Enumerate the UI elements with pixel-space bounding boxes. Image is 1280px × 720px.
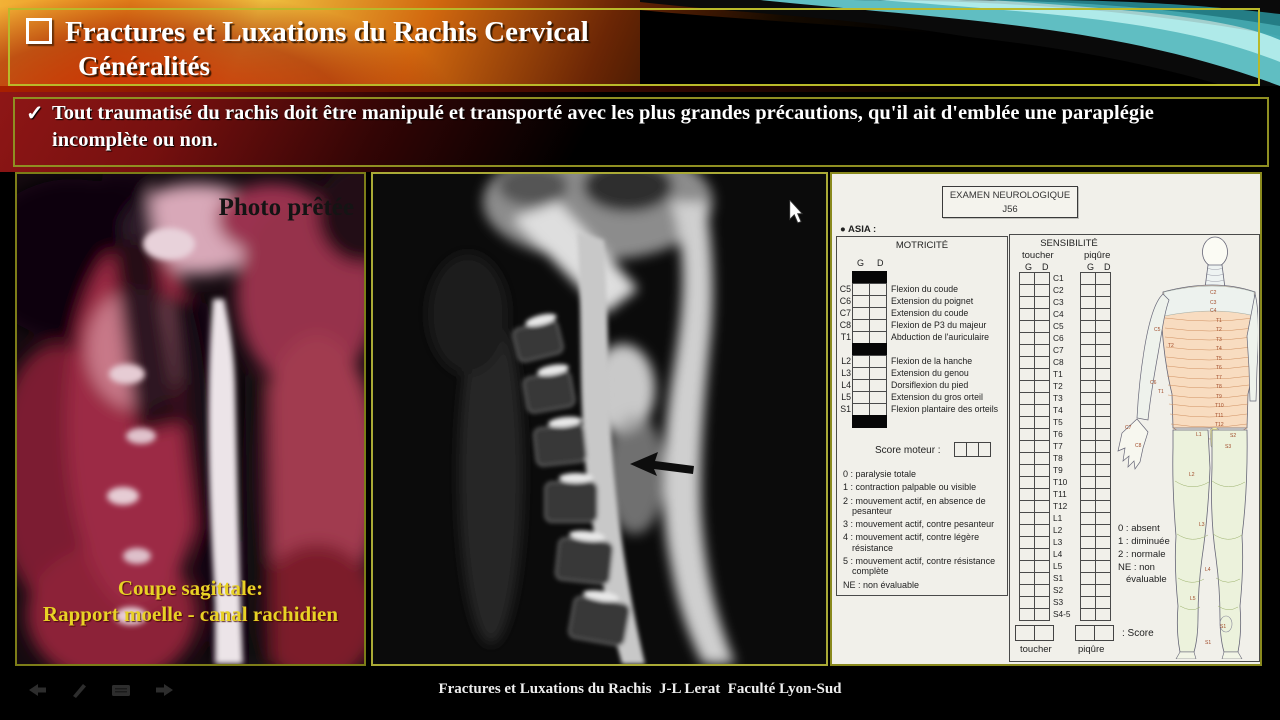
- motricity-level: C8: [839, 320, 851, 330]
- dermatome-label: C5: [1154, 327, 1161, 333]
- arrow-left-icon[interactable]: [25, 681, 49, 699]
- motricity-muscle: Flexion de la hanche: [891, 356, 973, 366]
- motricity-level: [837, 415, 851, 428]
- sensibility-level: S2: [1053, 585, 1064, 595]
- slide-header: [0, 0, 1280, 92]
- page-subtitle: Généralités: [78, 51, 210, 81]
- dermatome-label: S1: [1205, 640, 1212, 646]
- motricity-separator-row: [837, 415, 998, 428]
- touch-column-label: toucher: [1022, 250, 1054, 261]
- sensibility-level: T8: [1053, 453, 1063, 463]
- sensibility-level: S1: [1053, 573, 1064, 583]
- asia-label: ● ASIA :: [840, 224, 877, 235]
- title-box: [8, 8, 1260, 86]
- pinprick-score-boxes: [1076, 625, 1114, 641]
- key-message-bar: [0, 92, 1280, 172]
- pinprick-cell-d: [1095, 608, 1111, 621]
- sensibility-level: C8: [1053, 357, 1064, 367]
- dermatome-body-diagram: [1112, 236, 1258, 659]
- motricity-level: C5: [839, 284, 851, 294]
- dermatome-label: T12: [1215, 422, 1224, 428]
- sensibility-legend-item: 2 : normale: [1118, 549, 1166, 560]
- motricity-cell-g: [852, 415, 870, 428]
- dermatome-label: L2: [1189, 472, 1195, 478]
- photo-credit-overlay: Photo prêtée: [218, 194, 354, 221]
- sensibility-legend-item: 1 : diminuée: [1118, 536, 1170, 547]
- dermatome-label: T11: [1215, 413, 1224, 419]
- sensibility-level: L5: [1053, 561, 1063, 571]
- dermatome-label: T3: [1216, 337, 1222, 343]
- dermatome-label: T2: [1168, 343, 1174, 349]
- motricity-legend-item: 1 : contraction palpable ou visible: [843, 482, 977, 493]
- motricity-legend-item: 4 : mouvement actif, contre légère résistance: [843, 532, 980, 553]
- motricity-level: L2: [841, 356, 851, 366]
- sensibility-table: [1010, 273, 1111, 621]
- mouse-cursor-icon: [788, 200, 804, 224]
- sensibility-level: T9: [1053, 465, 1063, 475]
- dermatome-label: L5: [1190, 596, 1196, 602]
- sensibility-level: C6: [1053, 333, 1064, 343]
- touch-col-g: G: [1025, 262, 1033, 272]
- sensibility-level: L2: [1053, 525, 1063, 535]
- sensibility-section: [1009, 234, 1260, 662]
- motricity-muscle: Flexion de P3 du majeur: [891, 320, 987, 330]
- motricity-muscle: Abduction de l'auriculaire: [891, 332, 990, 342]
- motor-score-label: Score moteur :: [875, 445, 941, 456]
- motricity-col-g: G: [857, 258, 865, 268]
- slide-footer-credit: Fractures et Luxations du Rachis J-L Lerat Faculté Lyon-Sud: [438, 681, 842, 697]
- sensibility-level: L1: [1053, 513, 1063, 523]
- motricity-legend-item: 5 : mouvement actif, contre résistance complète: [843, 556, 996, 577]
- arrow-right-icon[interactable]: [153, 681, 177, 699]
- mri-panel: [371, 172, 828, 666]
- key-message-text: Tout traumatisé du rachis doit être manipulé et transporté avec les plus grandes précautions, qu'il ait d'emblée une paraplégie incomplète ou non.: [52, 102, 1154, 152]
- motricity-level: L5: [841, 392, 851, 402]
- motricity-section: [836, 236, 1008, 596]
- motricity-level: S1: [840, 404, 851, 414]
- sensibility-legend-item: 0 : absent: [1118, 523, 1160, 534]
- dermatome-label: C3: [1210, 300, 1217, 306]
- motricity-level: T1: [840, 332, 851, 342]
- sensibility-level: T2: [1053, 381, 1063, 391]
- page-title: Fractures et Luxations du Rachis Cervical: [65, 16, 589, 48]
- sensibility-level: S3: [1053, 597, 1064, 607]
- dermatome-label: S1: [1220, 624, 1227, 630]
- motricity-legend-item: 2 : mouvement actif, en absence de pesanteur: [843, 495, 986, 516]
- exam-day: J56: [1002, 204, 1018, 216]
- pinprick-col-d: D: [1104, 262, 1111, 272]
- motricity-muscle: Extension du coude: [891, 308, 969, 318]
- dermatome-label: L3: [1199, 522, 1205, 528]
- sensibility-level: T10: [1053, 477, 1068, 487]
- sensibility-level: T5: [1053, 417, 1063, 427]
- sensibility-level: L3: [1053, 537, 1063, 547]
- dermatome-label: T1: [1216, 318, 1222, 324]
- sensibility-level: T11: [1053, 489, 1067, 499]
- dermatome-label: T4: [1216, 346, 1222, 352]
- motricity-legend-item: 0 : paralysie totale: [843, 469, 917, 479]
- pinprick-score-cell: [1094, 625, 1114, 641]
- sensory-score-label: : Score: [1122, 628, 1154, 639]
- dermatome-label: C6: [1150, 380, 1157, 386]
- touch-score-cell: [1015, 625, 1035, 641]
- dermatome-label: T8: [1216, 384, 1222, 390]
- motricity-level: C7: [839, 308, 851, 318]
- sensibility-level: C7: [1053, 345, 1064, 355]
- sensibility-level: C1: [1053, 273, 1064, 283]
- checkmark-icon: ✓: [26, 101, 44, 125]
- touch-cell-g: [1019, 608, 1035, 621]
- anatomy-photo-panel: [15, 172, 366, 666]
- motricity-level: L4: [841, 380, 851, 390]
- motricity-level: L3: [841, 368, 851, 378]
- motricity-title: MOTRICITÉ: [895, 240, 949, 251]
- presenter-nav-toolbar: [25, 681, 177, 699]
- dermatome-label: L4: [1205, 567, 1211, 573]
- sensibility-level: T3: [1053, 393, 1063, 403]
- motricity-cell-d: [869, 415, 887, 428]
- dermatome-label: C8: [1135, 443, 1142, 449]
- touch-score-boxes: [1016, 625, 1054, 641]
- sensibility-title: SENSIBILITÉ: [1040, 238, 1098, 249]
- motor-score-cell: [978, 442, 991, 457]
- sensibility-level: C2: [1053, 285, 1064, 295]
- square-bullet-icon: [26, 18, 52, 44]
- exam-title: EXAMEN NEUROLOGIQUE: [949, 190, 1071, 201]
- motricity-muscle: Dorsiflexion du pied: [891, 380, 969, 390]
- sensibility-level: T6: [1053, 429, 1063, 439]
- sensibility-level: T1: [1053, 369, 1063, 379]
- sensibility-level: C4: [1053, 309, 1064, 319]
- pinprick-bottom-label: piqûre: [1078, 644, 1105, 655]
- dermatome-label: T6: [1216, 365, 1222, 371]
- dermatome-label: C4: [1210, 308, 1217, 314]
- pinprick-column-label: piqûre: [1084, 250, 1111, 261]
- sensibility-level: L4: [1053, 549, 1063, 559]
- sensibility-level: S4-5: [1053, 609, 1071, 619]
- pinprick-col-g: G: [1087, 262, 1095, 272]
- motricity-muscle: Flexion plantaire des orteils: [891, 404, 999, 414]
- touch-cell-d: [1034, 608, 1050, 621]
- dermatome-label: S3: [1225, 444, 1232, 450]
- motricity-legend-item: 3 : mouvement actif, contre pesanteur: [843, 519, 995, 530]
- pinprick-score-cell: [1075, 625, 1095, 641]
- dermatome-label: T7: [1216, 375, 1222, 381]
- touch-col-d: D: [1042, 262, 1049, 272]
- touch-score-cell: [1034, 625, 1054, 641]
- dermatome-label: L1: [1196, 432, 1202, 438]
- dermatome-label: T1: [1158, 389, 1164, 395]
- pen-icon[interactable]: [69, 681, 89, 699]
- dermatome-label: T9: [1216, 394, 1222, 400]
- motricity-muscle: Extension du gros orteil: [891, 392, 983, 402]
- sensibility-level: T12: [1053, 501, 1068, 511]
- motricity-legend-item: NE : non évaluable: [843, 579, 920, 590]
- sensibility-level: C5: [1053, 321, 1064, 331]
- dermatome-label: T10: [1215, 403, 1224, 409]
- motricity-muscle: Extension du poignet: [891, 296, 974, 306]
- dermatome-label: T2: [1216, 327, 1222, 333]
- motricity-muscle: Extension du genou: [891, 368, 969, 378]
- touch-bottom-label: toucher: [1020, 644, 1052, 655]
- motricity-table: [837, 271, 998, 428]
- slide-menu-icon[interactable]: [109, 681, 133, 699]
- sensibility-row: [1010, 608, 1111, 621]
- sensibility-level: C3: [1053, 297, 1064, 307]
- sensibility-level: T4: [1053, 405, 1063, 415]
- motricity-level: C6: [839, 296, 851, 306]
- motricity-col-d: D: [877, 258, 884, 268]
- motricity-legend: [843, 469, 1003, 593]
- dermatome-label: C2: [1210, 290, 1217, 296]
- sensibility-legend-item: NE : non évaluable: [1118, 562, 1167, 585]
- sensibility-level: T7: [1053, 441, 1063, 451]
- photo-caption-line1: Coupe sagittale:: [117, 576, 264, 600]
- exam-header-box: [942, 186, 1078, 218]
- neuro-exam-form-panel: [830, 172, 1262, 666]
- photo-caption-line2: Rapport moelle - canal rachidien: [42, 602, 339, 626]
- dermatome-label: C7: [1125, 425, 1132, 431]
- dermatome-label: T5: [1216, 356, 1222, 362]
- motricity-muscle: Flexion du coude: [891, 284, 958, 294]
- motor-score-boxes: [955, 442, 991, 457]
- mri-image: [373, 174, 826, 664]
- pinprick-cell-g: [1080, 608, 1096, 621]
- dermatome-label: S2: [1230, 433, 1237, 439]
